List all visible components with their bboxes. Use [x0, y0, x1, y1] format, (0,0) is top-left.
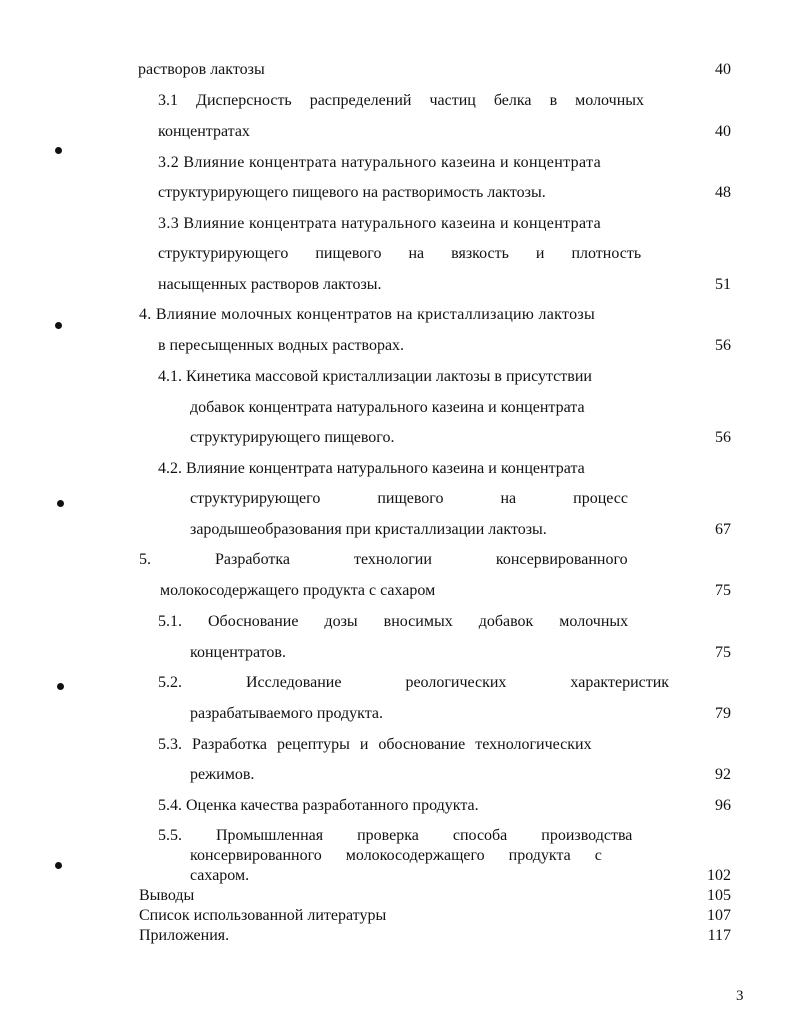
- toc-entry-text: сахаром.: [190, 867, 250, 884]
- toc-page-number: 102: [707, 867, 731, 884]
- toc-page-number: 56: [715, 429, 731, 446]
- toc-entry-text: концентратов.: [190, 644, 286, 661]
- toc-page-number: 117: [707, 927, 731, 944]
- toc-page-number: 40: [715, 61, 731, 78]
- toc-page-number: 75: [715, 582, 731, 599]
- toc-page-number: 79: [715, 705, 731, 722]
- toc-entry-text: 5.5. Промышленная проверка способа производства: [158, 827, 633, 844]
- toc-page-number: 51: [715, 276, 731, 293]
- toc-page-number: 75: [715, 644, 731, 661]
- toc-entry-text: 5.1. Обоснование дозы вносимых добавок молочных: [158, 613, 629, 630]
- toc-word: в: [549, 92, 558, 109]
- toc-page-number: 48: [715, 184, 731, 201]
- toc-entry-text: насыщенных растворов лактозы.: [158, 276, 382, 293]
- binder-hole-mark: [57, 683, 64, 690]
- toc-entry-text: 5.4. Оценка качества разработанного продукта.: [158, 797, 479, 814]
- toc-entry-text: молокосодержащего продукта с сахаром: [160, 582, 436, 599]
- toc-entry-text: 5. Разработка технологии консервированного: [139, 551, 628, 568]
- toc-entry-text: концентратах: [158, 123, 250, 140]
- toc-entry-text: добавок концентрата натурального казеина и концентрата: [190, 399, 585, 416]
- toc-entry-text: 5.3. Разработка рецептуры и обоснование технологических: [158, 736, 592, 753]
- toc-entry-text: консервированного молокосодержащего продукта с: [190, 847, 602, 864]
- binder-hole-mark: [55, 862, 62, 869]
- toc-page-number: 92: [715, 766, 731, 783]
- toc-entry-text: структурирующего пищевого.: [190, 429, 395, 446]
- toc-word: распределений: [309, 92, 412, 109]
- binder-hole-mark: [55, 147, 62, 154]
- toc-word: частиц: [429, 92, 476, 109]
- toc-entry-text: 4.2. Влияние концентрата натурального казеина и концентрата: [158, 460, 585, 477]
- toc-entry-text: 4. Влияние молочных концентратов на кристаллизацию лактозы: [139, 306, 596, 323]
- toc-page-number: 107: [707, 907, 731, 924]
- toc-entry-text: 3.3 Влияние концентрата натурального казеина и концентрата: [158, 215, 602, 232]
- toc-entry-text: структурирующего пищевого на растворимость лактозы.: [158, 184, 546, 201]
- toc-entry-text: зародышеобразования при кристаллизации лактозы.: [190, 521, 547, 538]
- toc-entry-text: Приложения.: [139, 927, 230, 944]
- toc-entry-text: 4.1. Кинетика массовой кристаллизации лактозы в присутствии: [158, 368, 592, 385]
- toc-entry-text: разрабатываемого продукта.: [190, 705, 384, 722]
- toc-page-number: 105: [707, 887, 731, 904]
- toc-entry-text: структурирующего пищевого на процесс: [190, 490, 628, 507]
- toc-entry-text: Список использованной литературы: [139, 907, 387, 924]
- toc-entry-text: 3.2 Влияние концентрата натурального казеина и концентрата: [158, 154, 602, 171]
- binder-hole-mark: [57, 500, 64, 507]
- toc-entry-text: Выводы: [139, 887, 195, 904]
- toc-page-number: 40: [715, 123, 731, 140]
- toc-entry-text: 5.2. Исследование реологических характеристик: [158, 674, 670, 691]
- binder-hole-mark: [55, 322, 62, 329]
- toc-entry-text: в пересыщенных водных растворах.: [158, 337, 405, 354]
- toc-word: 3.1: [158, 92, 178, 109]
- toc-page-number: 56: [715, 337, 731, 354]
- page-number: 3: [736, 988, 744, 1004]
- toc-page-number: 96: [715, 797, 731, 814]
- toc-entry-text: режимов.: [190, 766, 255, 783]
- toc-word: молочных: [575, 92, 644, 109]
- toc-entry-text: структурирующего пищевого на вязкость и плотность: [158, 245, 642, 262]
- toc-word: Дисперсность: [196, 92, 292, 109]
- toc-word: белка: [493, 92, 532, 109]
- toc-entry-text: [158, 91, 644, 111]
- toc-page-number: 67: [715, 521, 731, 538]
- toc-entry-text: растворов лактозы: [138, 61, 265, 78]
